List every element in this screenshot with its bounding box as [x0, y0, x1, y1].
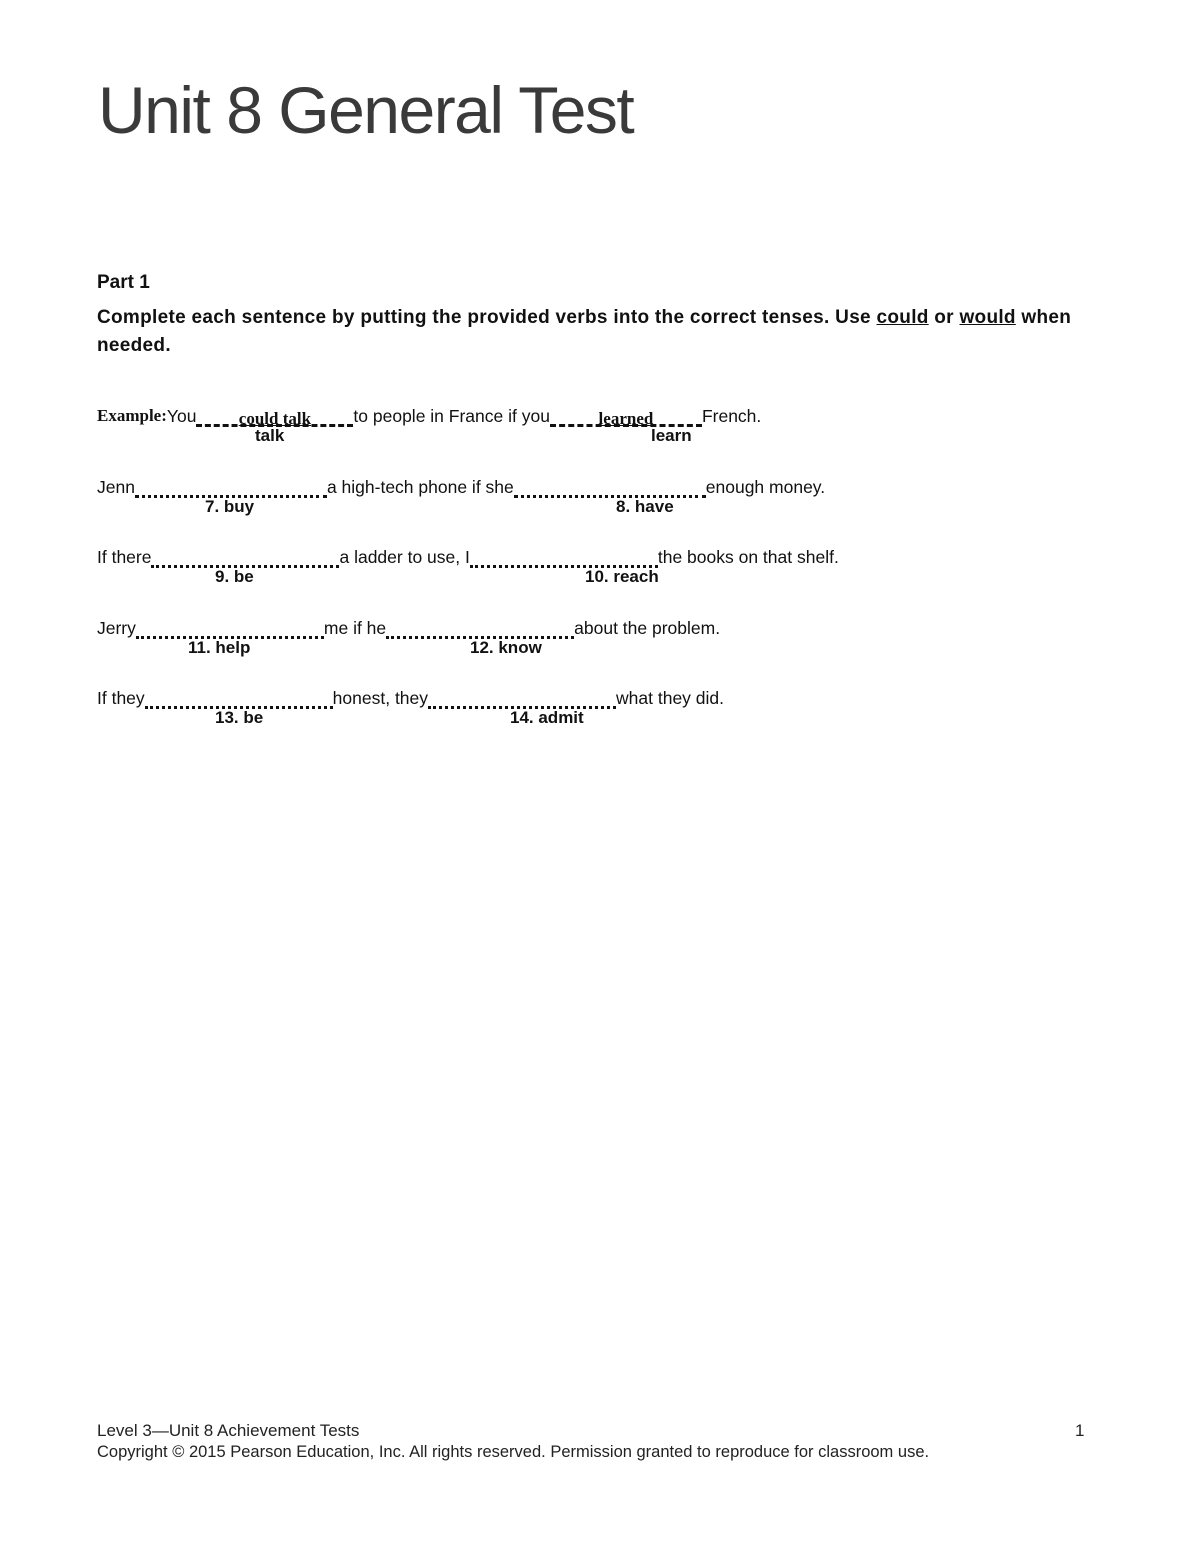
answer-blank-13[interactable] — [145, 689, 333, 709]
example-sentence: Example:Youcould talkto people in France if you learned French. talk learn — [97, 406, 762, 445]
answer-blank-14[interactable] — [428, 689, 616, 709]
answer-blank-10[interactable] — [470, 548, 658, 568]
example-blank-2 — [550, 407, 702, 427]
verb-label-7: 7. buy — [205, 497, 255, 516]
example-verb-1: talk — [255, 426, 285, 445]
instructions: Complete each sentence by putting the provided verbs into the correct tenses. Use could or would when needed. — [97, 307, 1072, 356]
verb-label-12: 12. know — [470, 638, 542, 657]
answer-blank-9[interactable] — [151, 548, 339, 568]
answer-blank-8[interactable] — [514, 478, 706, 498]
copyright-notice: Copyright © 2015 Pearson Education, Inc. All rights reserved. Permission granted to reproduce for classroom use. — [97, 1443, 930, 1461]
keyword-could: could — [876, 307, 929, 328]
keyword-would: would — [959, 307, 1016, 328]
verb-label-14: 14. admit — [510, 708, 584, 727]
verb-label-10: 10. reach — [585, 567, 659, 586]
question-row: Jenn a high-tech phone if she enough money. 7. buy 8. have — [97, 477, 826, 516]
answer-blank-12[interactable] — [386, 619, 574, 639]
example-verb-2: learn — [651, 426, 692, 445]
verb-label-11: 11. help — [188, 638, 251, 657]
question-row: If they honest, they what they did. 13. be 14. admit — [97, 688, 725, 727]
verb-label-9: 9. be — [215, 567, 254, 586]
answer-blank-11[interactable] — [136, 619, 324, 639]
example-label: Example: — [97, 406, 167, 425]
verb-label-13: 13. be — [215, 708, 264, 727]
footer-course: Level 3—Unit 8 Achievement Tests — [97, 1421, 360, 1440]
answer-blank-7[interactable] — [135, 478, 327, 498]
verb-label-8: 8. have — [616, 497, 674, 516]
question-row: If there a ladder to use, I the books on that shelf. 9. be 10. reach — [97, 547, 839, 586]
example-blank-1 — [196, 407, 353, 427]
page-number: 1 — [1075, 1421, 1085, 1440]
example-answer-1: could talk — [238, 409, 312, 428]
question-row: Jerry me if he about the problem. 11. help 12. know — [97, 618, 721, 657]
page-title: Unit 8 General Test — [98, 73, 634, 147]
example-answer-2: learned — [598, 409, 654, 428]
part-heading: Part 1 — [97, 272, 150, 293]
